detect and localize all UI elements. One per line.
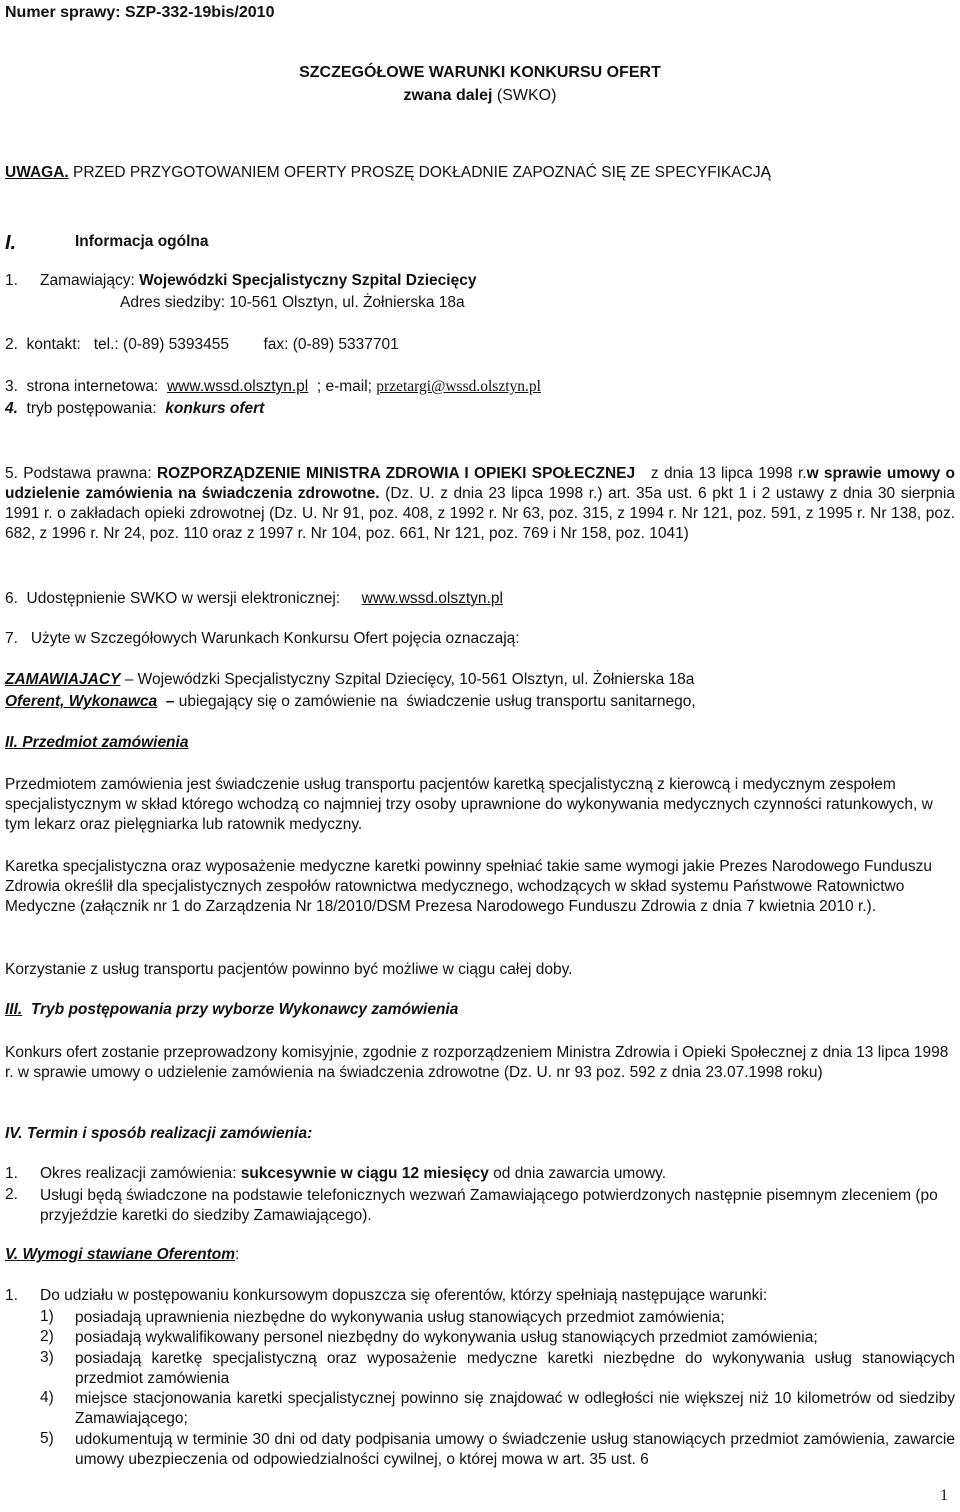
item-6-electronic: 6. Udostępnienie SWKO w wersji elektronicznej: www.wssd.olsztyn.pl <box>5 590 503 607</box>
item-1-address: Adres siedziby: 10-561 Olsztyn, ul. Żołnierska 18a <box>120 294 465 311</box>
item-1-ordering-party: Zamawiający: Wojewódzki Specjalistyczny Szpital Dziecięcy <box>40 272 477 289</box>
email-link[interactable]: przetargi@wssd.olsztyn.pl <box>376 378 541 395</box>
document-title: SZCZEGÓŁOWE WARUNKI KONKURSU OFERT <box>299 64 661 81</box>
s5-item-1-number: 1. <box>5 1287 18 1304</box>
section-2-paragraph-3: Korzystanie z usług transportu pacjentów powinno być możliwe w ciągu całej doby. <box>5 961 573 978</box>
s4-item-2: Usługi będą świadczone na podstawie telefonicznych wezwań Zamawiającego potwierdzonych następnie pisemnym zleceniem (po przyjeździe karetki do siedziby Zamawiającego). <box>40 1187 938 1224</box>
s5-sub-5-number: 5) <box>40 1430 54 1447</box>
section-3-paragraph: Konkurs ofert zostanie przeprowadzony komisyjnie, zgodnie z rozporządzeniem Ministra Zdrowia i Opieki Społecznej z dnia 13 lipca 1998 r. w sprawie umowy o udzielenie zamówienia na świadczenia zdrowotne (Dz. U. nr 93 poz. 592 z dnia 23.07.1998 roku) <box>5 1044 949 1081</box>
s5-sub-4: miejsce stacjonowania karetki specjalistycznej powinno się znajdować w odległości nie większej niż 10 kilometrów od siedziby Zamawiającego; <box>75 1390 955 1427</box>
s5-sub-5: udokumentują w terminie 30 dni od daty podpisania umowy o świadczenie usług stanowiących przedmiot zamówienia, zawarcie umowy ubezpieczenia od odpowiedzialności cywilnej, o której mowa w art. 35 ust. 6 <box>75 1431 955 1468</box>
item-4-procedure: 4. tryb postępowania: konkurs ofert <box>5 400 265 417</box>
website-link[interactable]: www.wssd.olsztyn.pl <box>166 378 309 395</box>
section-4-title: IV. Termin i sposób realizacji zamówienia: <box>5 1125 313 1142</box>
page-number: 1 <box>940 1487 948 1504</box>
s5-sub-3: posiadają karetkę specjalistyczną oraz wyposażenie medyczne karetki niezbędne do wykonywania usług stanowiących przedmiot zamówienia <box>75 1350 955 1387</box>
s4-item-2-number: 2. <box>5 1186 18 1203</box>
s4-item-1-number: 1. <box>5 1165 18 1182</box>
s5-sub-2: posiadają wykwalifikowany personel niezbędny do wykonywania usług stanowiących przedmiot zamówienia; <box>75 1329 818 1346</box>
section-5-title: V. Wymogi stawiane Oferentom: <box>5 1246 240 1263</box>
s5-sub-1-number: 1) <box>40 1308 54 1325</box>
s5-sub-3-number: 3) <box>40 1349 54 1366</box>
warning-line: UWAGA. PRZED PRZYGOTOWANIEM OFERTY PROSZĘ DOKŁADNIE ZAPOZNAĆ SIĘ ZE SPECYFIKACJĄ <box>5 164 771 181</box>
item-1-number: 1. <box>5 272 18 289</box>
item-7-definitions: 7. Użyte w Szczegółowych Warunkach Konkursu Ofert pojęcia oznaczają: <box>5 630 520 647</box>
s5-sub-1: posiadają uprawnienia niezbędne do wykonywania usług stanowiących przedmiot zamówienia; <box>75 1309 725 1326</box>
section-2-title: II. Przedmiot zamówienia <box>5 734 189 751</box>
s5-sub-4-number: 4) <box>40 1389 54 1406</box>
section-2-paragraph-2: Karetka specjalistyczna oraz wyposażenie medyczne karetki powinny spełniać takie same wymogi jakie Prezes Narodowego Funduszu Zdrowia określił dla specjalistycznych zespołów ratownictwa medycznego, wchodzących w skład systemu Państwowe Ratownictwo Medyczne (załącznik nr 1 do Zarządzenia Nr 18/2010/DSM Prezesa Narodowego Funduszu Zdrowia z dnia 7 kwietnia 2010 r.). <box>5 858 933 915</box>
swko-link[interactable]: www.wssd.olsztyn.pl <box>361 590 503 607</box>
item-3-website: 3. strona internetowa: www.wssd.olsztyn.pl ; e-mail; przetargi@wssd.olsztyn.pl <box>5 378 541 395</box>
item-2-contact: 2. kontakt: tel.: (0-89) 5393455 fax: (0-89) 5337701 <box>5 336 399 353</box>
section-3-title: III. Tryb postępowania przy wyborze Wykonawcy zamówienia <box>5 1001 459 1018</box>
definition-ordering-party: ZAMAWIAJACY – Wojewódzki Specjalistyczny Szpital Dziecięcy, 10-561 Olsztyn, ul. Żołnierska 18a <box>5 671 695 688</box>
document-subtitle: zwana dalej (SWKO) <box>403 87 557 104</box>
definition-contractor: Oferent, Wykonawca – ubiegający się o zamówienie na świadczenie usług transportu sanitarnego, <box>5 693 696 710</box>
section-2-paragraph-1: Przedmiotem zamówienia jest świadczenie usług transportu pacjentów karetką specjalistyczną z kierowcą i medycznym zespołem specjalistycznym w skład którego wchodzą co najmniej trzy osoby uprawnione do wykonywania medycznych czynności ratunkowych, w tym lekarz oraz pielęgniarka lub ratownik medyczny. <box>5 776 933 833</box>
section-1-number: I. <box>5 232 17 254</box>
s5-item-1: Do udziału w postępowaniu konkursowym dopuszcza się oferentów, którzy spełniają następujące warunki: <box>40 1287 768 1304</box>
s5-sub-2-number: 2) <box>40 1328 54 1345</box>
case-number: Numer sprawy: SZP-332-19bis/2010 <box>5 4 275 21</box>
section-1-title: Informacja ogólna <box>75 233 209 250</box>
item-5-legal-basis: 5. Podstawa prawna: ROZPORZĄDZENIE MINISTRA ZDROWIA I OPIEKI SPOŁECZNEJ z dnia 13 lipca 1998 r.w sprawie umowy o udzielenie zamówienia na świadczenia zdrowotne. (Dz. U. z dnia 23 lipca 1998 r.) art. 35a ust. 6 pkt 1 i 2 ustawy z dnia 30 sierpnia 1991 r. o zakładach opieki zdrowotnej (Dz. U. Nr 91, poz. 408, z 1992 r. Nr 63, poz. 315, z 1994 r. Nr 121, poz. 591, z 1995 r. Nr 138, poz. 682, z 1996 r. Nr 24, poz. 110 oraz z 1997 r. Nr 104, poz. 661, Nr 121, poz. 769 i Nr 158, poz. 1041) <box>5 465 956 542</box>
s4-item-1: Okres realizacji zamówienia: sukcesywnie w ciągu 12 miesięcy od dnia zawarcia umowy. <box>40 1165 667 1182</box>
